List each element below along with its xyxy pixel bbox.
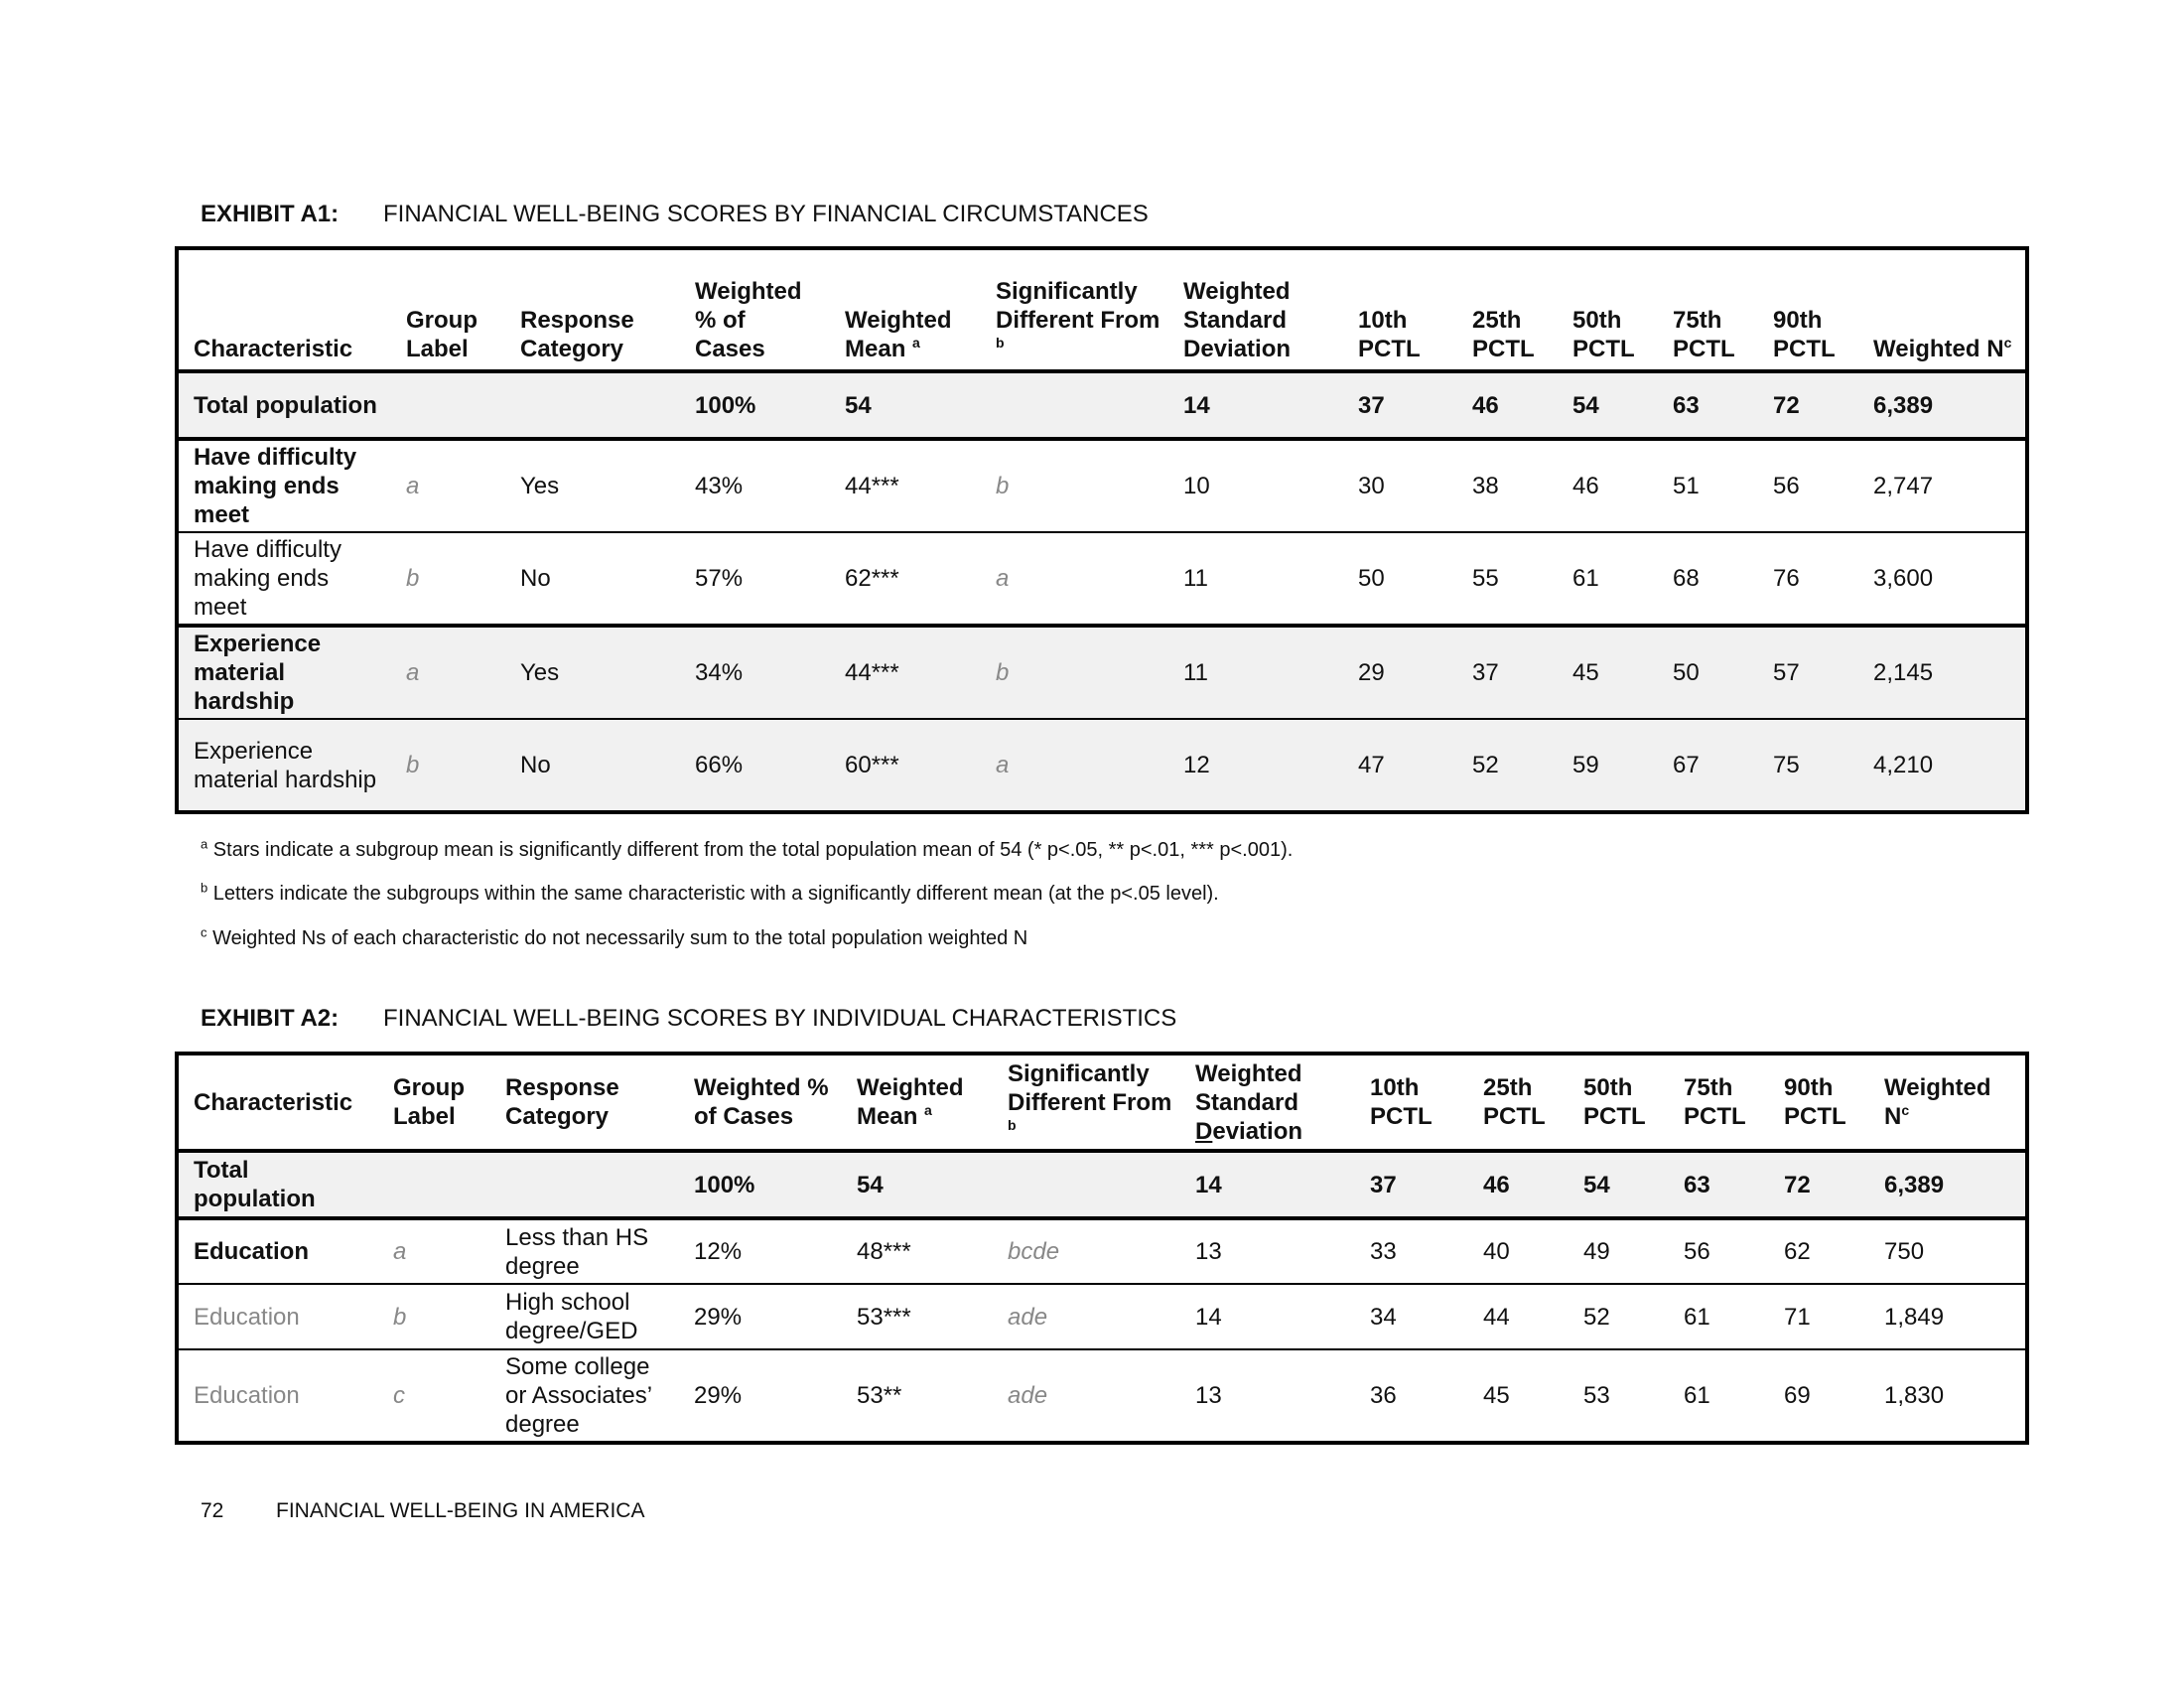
cell-mean: 60*** <box>845 752 899 778</box>
cell-pct: 43% <box>695 473 744 499</box>
table-row <box>177 532 2027 626</box>
cell-pct: 34% <box>695 659 744 686</box>
cell-n: 6,389 <box>1873 391 1934 419</box>
cell-p10: 34 <box>1370 1303 1397 1331</box>
table-row <box>177 719 2027 812</box>
cell-p50: 52 <box>1583 1303 1610 1331</box>
table-row <box>177 1349 2027 1443</box>
cell-sig: ade <box>1008 1382 1048 1409</box>
cell-p90: 69 <box>1784 1382 1811 1409</box>
cell-p90: 56 <box>1773 473 1800 499</box>
col-weighted-mean: Weighted Mean $^a$ <box>845 307 952 362</box>
cell-group: a <box>406 659 420 686</box>
cell-n: 6,389 <box>1884 1171 1945 1198</box>
col-weighted-sd: Weighted Standard Deviation <box>1195 1059 1303 1145</box>
col-weighted-n: Weighted $N^c$ <box>1873 335 2012 362</box>
footer-title: FINANCIAL WELL-BEING IN AMERICA <box>276 1499 645 1522</box>
cell-mean: 44*** <box>845 659 899 686</box>
cell-sig <box>993 1151 1180 1218</box>
cell-group: b <box>393 1303 407 1331</box>
cell-response <box>505 371 680 439</box>
cell-characteristic: Education <box>194 1238 310 1265</box>
cell-p25: 45 <box>1483 1382 1510 1409</box>
cell-group <box>391 371 505 439</box>
cell-response: Some college or Associates’ degree <box>505 1353 652 1438</box>
cell-mean: 54 <box>845 391 872 419</box>
col-p25: 25th PCTL <box>1483 1074 1546 1130</box>
exhibit-a2-label: EXHIBIT A2: <box>201 1005 340 1032</box>
cell-sig <box>981 371 1168 439</box>
cell-response <box>490 1151 679 1218</box>
cell-response: No <box>520 565 551 592</box>
cell-sd: 10 <box>1183 473 1210 499</box>
col-sig-diff: Significantly Different From $^b$ <box>1008 1059 1172 1133</box>
cell-group: b <box>406 565 420 592</box>
cell-p25: 55 <box>1472 565 1499 592</box>
cell-mean: 53*** <box>857 1303 911 1331</box>
cell-characteristic: Have difficulty making ends meet <box>194 536 341 621</box>
cell-sd: 13 <box>1195 1382 1222 1409</box>
cell-p75: 63 <box>1684 1171 1710 1198</box>
cell-p90: 71 <box>1784 1303 1811 1331</box>
cell-pct: 29% <box>694 1303 743 1331</box>
cell-characteristic: Education <box>194 1382 300 1409</box>
cell-response: High school degree/GED <box>505 1289 638 1344</box>
col-weighted-sd: Weighted Standard Deviation <box>1183 278 1292 362</box>
col-weighted-mean: Weighted Mean $^a$ <box>857 1074 964 1130</box>
footnote-b: $^b$ Letters indicate the subgroups within the same characteristic with a significantly different mean (at the p<.05 level). <box>201 880 1219 905</box>
cell-p50: 59 <box>1572 752 1599 778</box>
cell-p10: 33 <box>1370 1238 1397 1265</box>
exhibit-a1-label: EXHIBIT A1: <box>201 201 340 227</box>
cell-sd: 11 <box>1183 659 1208 686</box>
cell-group: a <box>406 473 420 499</box>
cell-characteristic: Total population <box>194 1157 316 1212</box>
col-sig-diff: Significantly Different From $^b$ <box>996 278 1160 351</box>
cell-p10: 36 <box>1370 1382 1397 1409</box>
cell-p50: 53 <box>1583 1382 1610 1409</box>
cell-sd: 14 <box>1183 391 1210 419</box>
cell-n: 750 <box>1884 1238 1925 1265</box>
cell-sd: 13 <box>1195 1238 1222 1265</box>
cell-p50: 54 <box>1583 1171 1610 1198</box>
cell-sd: 11 <box>1183 565 1208 592</box>
cell-p90: 57 <box>1773 659 1800 686</box>
cell-sig: b <box>996 473 1010 499</box>
cell-p10: 47 <box>1358 752 1385 778</box>
cell-sd: 14 <box>1195 1171 1222 1198</box>
col-response-category: Response Category <box>505 1074 619 1130</box>
cell-p25: 46 <box>1472 391 1499 419</box>
cell-pct: 57% <box>695 565 744 592</box>
cell-p75: 56 <box>1684 1238 1710 1265</box>
cell-p90: 62 <box>1784 1238 1811 1265</box>
cell-pct: 29% <box>694 1382 743 1409</box>
exhibit-a2-heading: FINANCIAL WELL-BEING SCORES BY INDIVIDUAL CHARACTERISTICS <box>383 1005 1177 1032</box>
cell-sig: bcde <box>1008 1238 1060 1265</box>
cell-sd: 14 <box>1195 1303 1222 1331</box>
cell-p75: 68 <box>1673 565 1700 592</box>
col-p75: 75th PCTL <box>1673 307 1735 362</box>
cell-n: 1,830 <box>1884 1382 1945 1409</box>
page-number: 72 <box>201 1499 224 1522</box>
col-weighted-pct: Weighted % of Cases <box>695 278 802 362</box>
header-row <box>177 1054 2027 1151</box>
col-group-label: Group Label <box>406 307 478 362</box>
cell-p90: 72 <box>1784 1171 1811 1198</box>
cell-p50: 45 <box>1572 659 1599 686</box>
col-p10: 10th PCTL <box>1370 1074 1433 1130</box>
cell-p90: 72 <box>1773 391 1800 419</box>
exhibit-a1-title <box>201 201 1149 228</box>
total-population-row <box>177 1151 2027 1218</box>
col-p75: 75th PCTL <box>1684 1074 1746 1130</box>
cell-p25: 52 <box>1472 752 1499 778</box>
cell-response: Yes <box>520 659 560 686</box>
col-p50: 50th PCTL <box>1572 307 1635 362</box>
cell-p75: 61 <box>1684 1303 1710 1331</box>
cell-p25: 44 <box>1483 1303 1510 1331</box>
col-characteristic: Characteristic <box>194 1088 353 1116</box>
cell-mean: 44*** <box>845 473 899 499</box>
table-row <box>177 439 2027 532</box>
footnote-a: $^a$ Stars indicate a subgroup mean is significantly different from the total population mean of 54 (* p<.05, ** p<.01, *** p<.001). <box>201 836 1294 861</box>
exhibit-a1-heading: FINANCIAL WELL-BEING SCORES BY FINANCIAL CIRCUMSTANCES <box>383 201 1149 227</box>
cell-p10: 29 <box>1358 659 1385 686</box>
cell-p50: 54 <box>1572 391 1599 419</box>
cell-p75: 61 <box>1684 1382 1710 1409</box>
col-characteristic: Characteristic <box>194 336 353 362</box>
col-group-label: Group Label <box>393 1074 465 1130</box>
table-row <box>177 1218 2027 1284</box>
cell-response: No <box>520 752 551 778</box>
col-p90: 90th PCTL <box>1773 307 1836 362</box>
total-population-row <box>177 371 2027 439</box>
exhibit-a2-title <box>201 1005 1176 1033</box>
cell-group: b <box>406 752 420 778</box>
col-p10: 10th PCTL <box>1358 307 1421 362</box>
cell-n: 1,849 <box>1884 1303 1945 1331</box>
cell-sig: a <box>996 752 1010 778</box>
col-p50: 50th PCTL <box>1583 1074 1646 1130</box>
cell-characteristic: Experience material hardship <box>194 737 377 793</box>
cell-p25: 46 <box>1483 1171 1510 1198</box>
cell-sd: 12 <box>1183 752 1210 778</box>
cell-sig: a <box>996 565 1010 592</box>
cell-response: Less than HS degree <box>505 1223 649 1280</box>
cell-mean: 62*** <box>845 565 899 592</box>
cell-p25: 37 <box>1472 659 1499 686</box>
col-weighted-pct: Weighted % of Cases <box>694 1074 829 1130</box>
cell-mean: 48*** <box>857 1238 911 1265</box>
cell-p50: 61 <box>1572 565 1599 592</box>
page-footer <box>201 1499 644 1523</box>
col-weighted-n: Weighted $N^c$ <box>1884 1074 1991 1130</box>
table-row <box>177 1284 2027 1349</box>
exhibit-a1-table <box>175 246 2029 814</box>
cell-p10: 30 <box>1358 473 1385 499</box>
cell-characteristic: Education <box>194 1303 300 1331</box>
col-p90: 90th PCTL <box>1784 1074 1846 1130</box>
exhibit-a2-table <box>175 1052 2029 1445</box>
cell-pct: 100% <box>695 391 756 419</box>
cell-p90: 75 <box>1773 752 1800 778</box>
cell-sig: b <box>996 659 1010 686</box>
cell-group <box>378 1151 490 1218</box>
cell-mean: 53** <box>857 1382 902 1409</box>
cell-p10: 37 <box>1370 1171 1397 1198</box>
cell-mean: 54 <box>857 1171 884 1198</box>
cell-response: Yes <box>520 473 560 499</box>
cell-group: a <box>393 1238 407 1265</box>
cell-p75: 63 <box>1673 391 1700 419</box>
table-row <box>177 626 2027 719</box>
header-row <box>177 248 2027 371</box>
cell-n: 2,145 <box>1873 659 1934 686</box>
cell-p75: 50 <box>1673 659 1700 686</box>
cell-p50: 46 <box>1572 473 1599 499</box>
cell-characteristic: Total population <box>194 391 377 419</box>
cell-n: 3,600 <box>1873 565 1934 592</box>
cell-n: 2,747 <box>1873 473 1934 499</box>
cell-group: c <box>393 1382 405 1409</box>
cell-p90: 76 <box>1773 565 1800 592</box>
cell-sig: ade <box>1008 1303 1048 1331</box>
cell-characteristic: Experience material hardship <box>194 631 322 715</box>
cell-p25: 40 <box>1483 1238 1510 1265</box>
cell-p50: 49 <box>1583 1238 1610 1265</box>
cell-p75: 67 <box>1673 752 1700 778</box>
cell-pct: 66% <box>695 752 744 778</box>
cell-p10: 50 <box>1358 565 1385 592</box>
cell-characteristic: Have difficulty making ends meet <box>194 444 357 528</box>
cell-p25: 38 <box>1472 473 1499 499</box>
cell-p10: 37 <box>1358 391 1385 419</box>
footnote-c: $^c$ Weighted Ns of each characteristic do not necessarily sum to the total population weighted N <box>201 924 1028 949</box>
col-response-category: Response Category <box>520 307 634 362</box>
col-p25: 25th PCTL <box>1472 307 1535 362</box>
cell-pct: 100% <box>694 1171 755 1198</box>
cell-pct: 12% <box>694 1238 743 1265</box>
cell-p75: 51 <box>1673 473 1700 499</box>
cell-n: 4,210 <box>1873 752 1934 778</box>
